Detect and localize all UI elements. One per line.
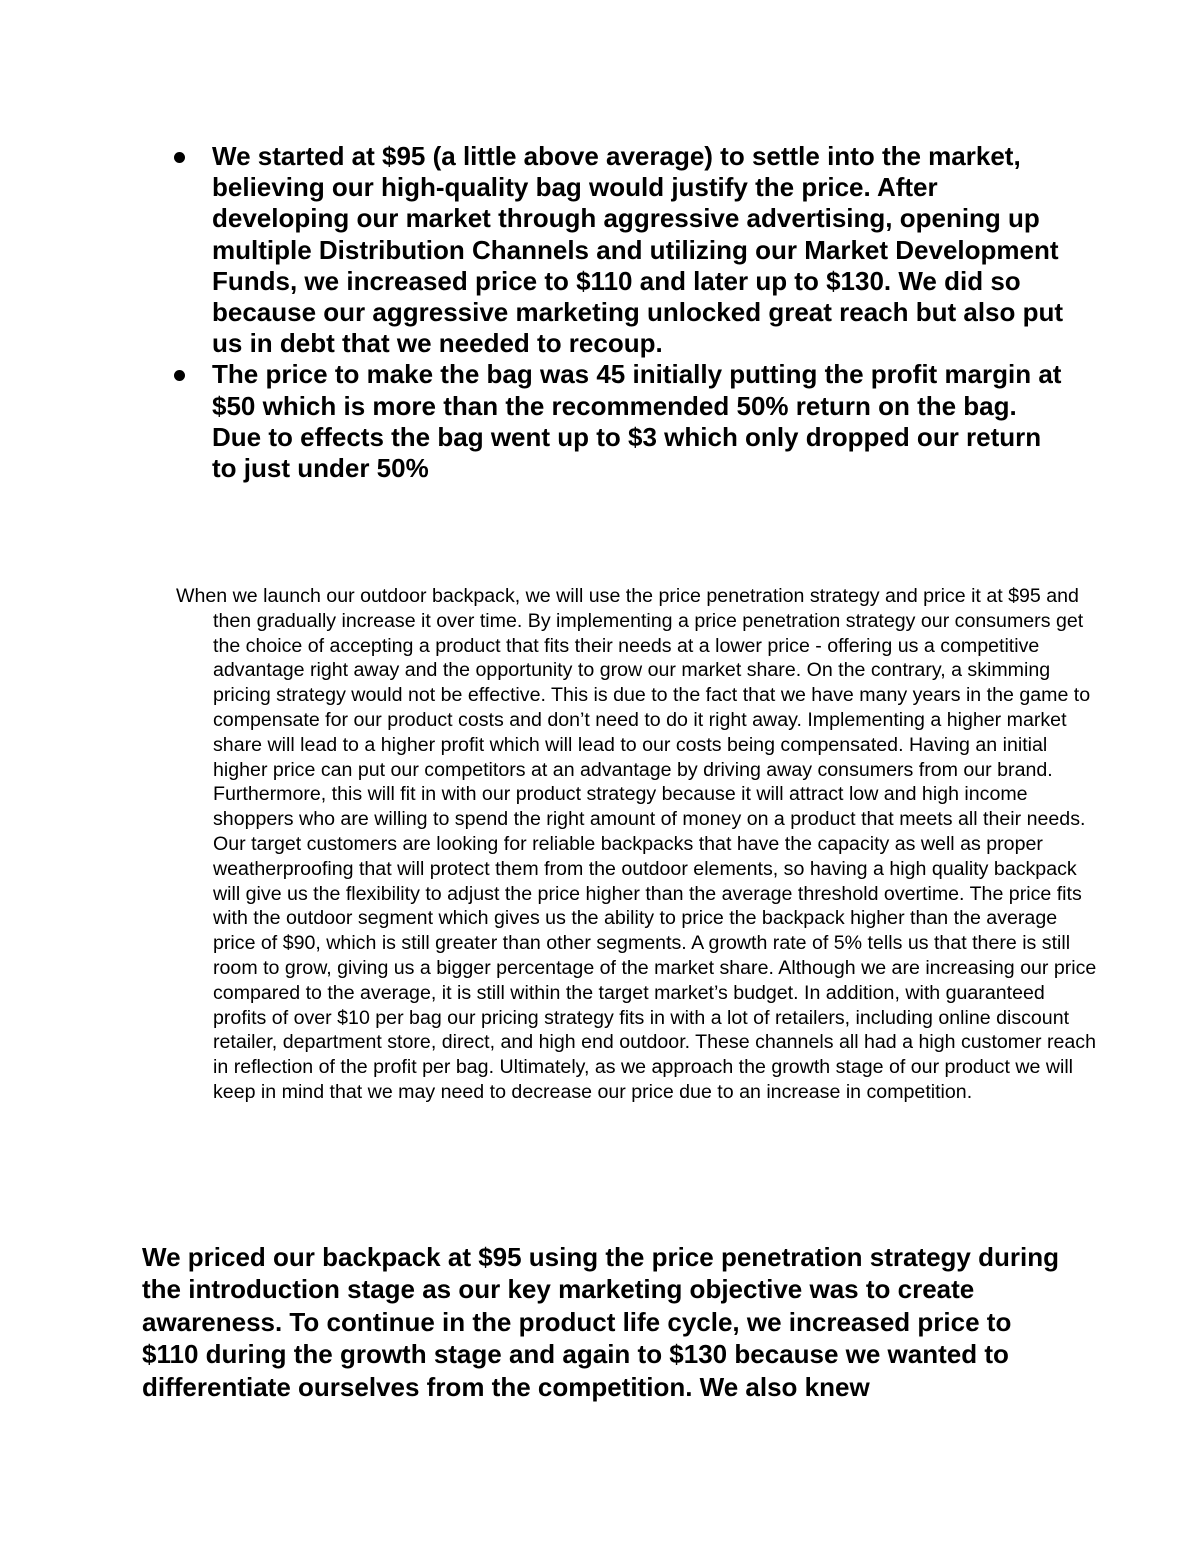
bullet-text: The price to make the bag was 45 initially putting the profit margin at $50 which is more than the recommended 50% return on the bag. Due to effects the bag went up to $3 which only dropped our return to just under 50%	[212, 359, 1062, 484]
bullet-list	[165, 141, 1065, 484]
bullet-dot-icon	[174, 152, 185, 163]
bullet-item-pricing-history	[165, 141, 1065, 359]
bullet-item-profit-margin	[165, 359, 1065, 484]
pricing-summary-paragraph: We priced our backpack at $95 using the price penetration strategy during the introduction stage as our key marketing objective was to create awareness. To continue in the product life cycle, we increased price to $110 during the growth stage and again to $130 because we wanted to differentiate ourselves from the competition. We also knew	[142, 1242, 1059, 1402]
bullet-text: We started at $95 (a little above average) to settle into the market, believing our high-quality bag would justify the price. After developing our market through aggressive advertising, opening up multiple Distribution Channels and utilizing our Market Development Funds, we increased price to $110 and later up to $130. We did so because our aggressive marketing unlocked great reach but also put us in debt that we needed to recoup.	[212, 141, 1064, 359]
penetration-strategy-paragraph: When we launch our outdoor backpack, we will use the price penetration strategy and price it at $95 and then gradually increase it over time. By implementing a price penetration strategy our consumers get the choice of accepting a product that fits their needs at a lower price - offering us a competitive advantage right away and the opportunity to grow our market share. On the contrary, a skimming pricing strategy would not be effective. This is due to the fact that we have many years in the game to compensate for our product costs and don’t need to do it right away. Implementing a higher market share will lead to a higher profit which will lead to our costs being compensated. Having an initial higher price can put our competitors at an advantage by driving away consumers from our brand. Furthermore, this will fit in with our product strategy because it will attract low and high income shoppers who are willing to spend the right amount of money on a product that meets all their needs. Our target customers are looking for reliable backpacks that have the capacity as well as proper weatherproofing that will protect them from the outdoor elements, so having a high quality backpack will give us the flexibility to adjust the price higher than the average threshold overtime. The price fits with the outdoor segment which gives us the ability to price the backpack higher than the average price of $90, which is still greater than other segments. A growth rate of 5% tells us that there is still room to grow, giving us a bigger percentage of the market share. Although we are increasing our price compared to the average, it is still within the target market’s budget. In addition, with guaranteed profits of over $10 per bag our pricing strategy fits in with a lot of retailers, including online discount retailer, department store, direct, and high end outdoor. These channels all had a high customer reach in reflection of the profit per bag. Ultimately, as we approach the growth stage of our product we will keep in mind that we may need to decrease our price due to an increase in competition.	[176, 585, 1097, 1103]
bullet-dot-icon	[174, 370, 185, 381]
